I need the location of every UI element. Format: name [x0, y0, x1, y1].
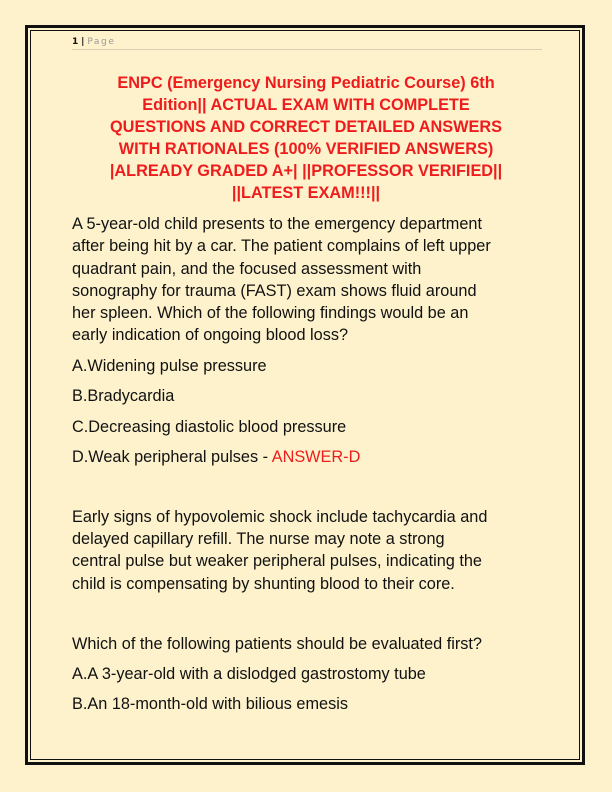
title-line: |ALREADY GRADED A+| ||PROFESSOR VERIFIED|| [109, 162, 503, 180]
question-line: A 5-year-old child presents to the emergency department [72, 215, 482, 233]
question-1-option-d [72, 446, 542, 468]
page-header [72, 36, 542, 50]
rationale-1 [72, 506, 542, 595]
title-line: QUESTIONS AND CORRECT DETAILED ANSWERS [110, 118, 502, 136]
question-1-option-c: C.Decreasing diastolic blood pressure [72, 417, 347, 436]
title-line: ||LATEST EXAM!!!|| [231, 184, 381, 202]
rationale-line: central pulse but weaker peripheral pulses, indicating the [72, 552, 482, 571]
question-line: after being hit by a car. The patient complains of left upper [72, 237, 491, 256]
answer-key: ANSWER-D [271, 447, 361, 466]
rationale-line: delayed capillary refill. The nurse may note a strong [72, 530, 445, 549]
page-label: Page [87, 37, 116, 47]
title-line: WITH RATIONALES (100% VERIFIED ANSWERS) [118, 140, 494, 158]
question-1-text [72, 213, 542, 347]
question-1-option-b: B.Bradycardia [72, 386, 175, 405]
question-2-text: Which of the following patients should be evaluated first? [72, 634, 482, 653]
title-line: Edition|| ACTUAL EXAM WITH COMPLETE [142, 96, 470, 114]
title-line: ENPC (Emergency Nursing Pediatric Course) 6th [117, 74, 495, 92]
exam-content [72, 213, 542, 715]
question-line: her spleen. Which of the following findings would be an [72, 304, 469, 323]
question-2-option-a: A.A 3-year-old with a dislodged gastrostomy tube [72, 664, 426, 683]
document-title [72, 72, 540, 204]
question-1-option-a: A.Widening pulse pressure [72, 356, 267, 375]
question-line: quadrant pain, and the focused assessment with [72, 259, 422, 278]
question-2-option-b: B.An 18-month-old with bilious emesis [72, 694, 349, 713]
page-separator: | [81, 37, 85, 47]
question-line: sonography for trauma (FAST) exam shows fluid around [72, 281, 477, 300]
rationale-line: Early signs of hypovolemic shock include tachycardia and [72, 507, 488, 526]
option-d-text: D.Weak peripheral pulses - [72, 447, 272, 466]
rationale-line: child is compensating by shunting blood to their core. [72, 574, 455, 593]
question-line: early indication of ongoing blood loss? [72, 326, 349, 345]
page-number: 1 [72, 37, 79, 47]
